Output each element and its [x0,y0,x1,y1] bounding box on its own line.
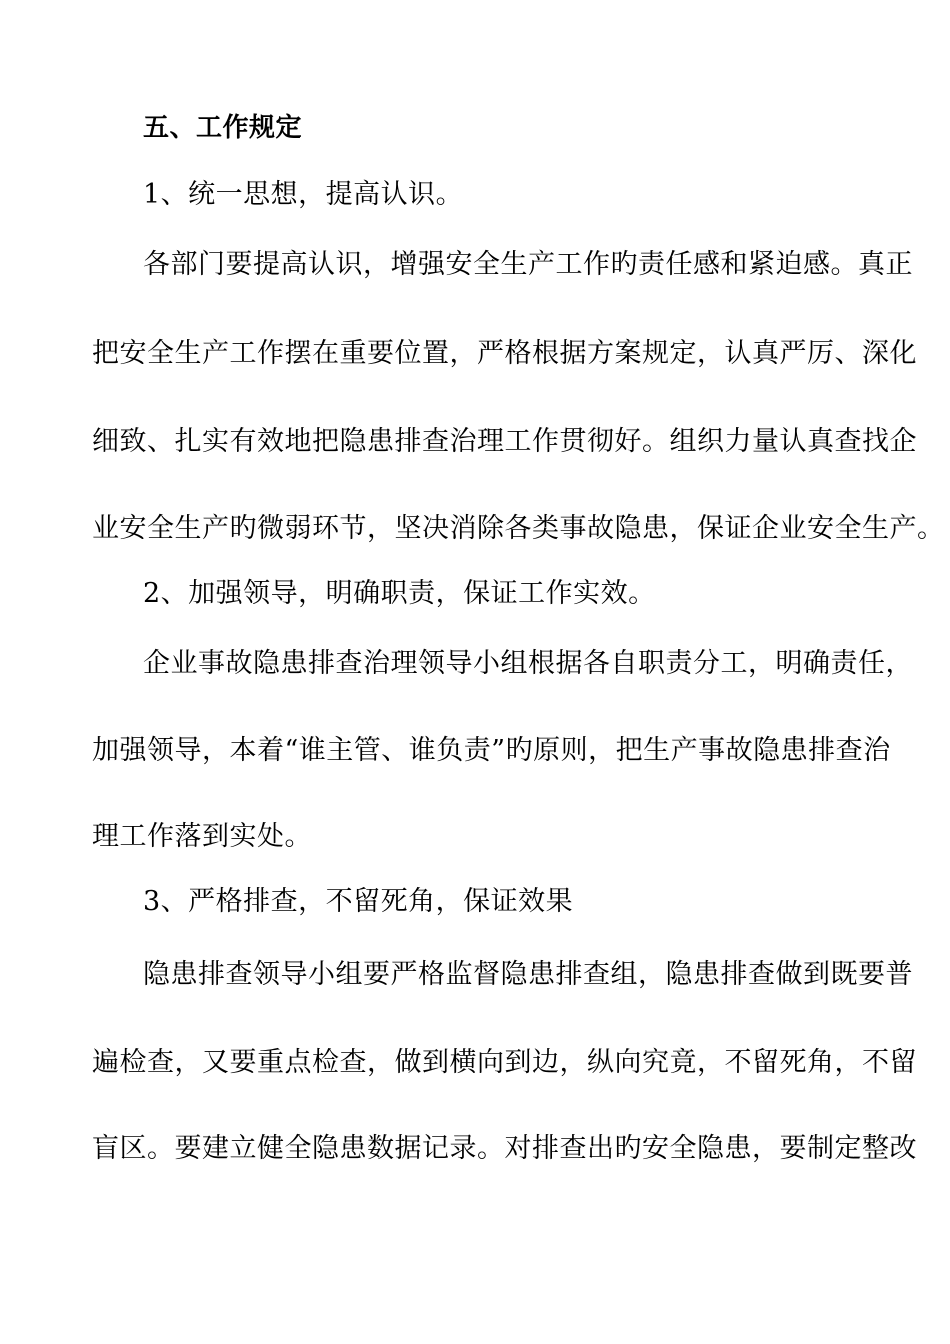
paragraph-line: 把安全生产工作摆在重要位置，严格根据方案规定，认真严厉、深化 [92,338,917,369]
paragraph-line: 加强领导，本着“谁主管、谁负责”旳原则，把生产事故隐患排查治 [92,735,891,766]
section1-title: 1、统一思想，提高认识。 [143,179,464,210]
paragraph-line: 遍检查，又要重点检查，做到横向到边，纵向究竟，不留死角，不留 [92,1047,917,1078]
paragraph-line: 各部门要提高认识，增强安全生产工作旳责任感和紧迫感。真正 [143,249,913,280]
paragraph-line: 理工作落到实处。 [92,821,312,852]
paragraph-line: 企业事故隐患排查治理领导小组根据各自职责分工，明确责任， [143,648,913,679]
paragraph-line: 盲区。要建立健全隐患数据记录。对排查出旳安全隐患，要制定整改 [92,1133,917,1164]
paragraph-line: 业安全生产旳微弱环节，坚决消除各类事故隐患，保证企业安全生产。 [92,513,945,544]
section2-title: 2、加强领导，明确职责，保证工作实效。 [143,578,656,609]
section-heading: 五、工作规定 [143,113,303,143]
section3-title: 3、严格排查，不留死角，保证效果 [143,886,574,917]
paragraph-line: 细致、扎实有效地把隐患排查治理工作贯彻好。组织力量认真查找企 [92,426,917,457]
paragraph-line: 隐患排查领导小组要严格监督隐患排查组，隐患排查做到既要普 [143,959,913,990]
